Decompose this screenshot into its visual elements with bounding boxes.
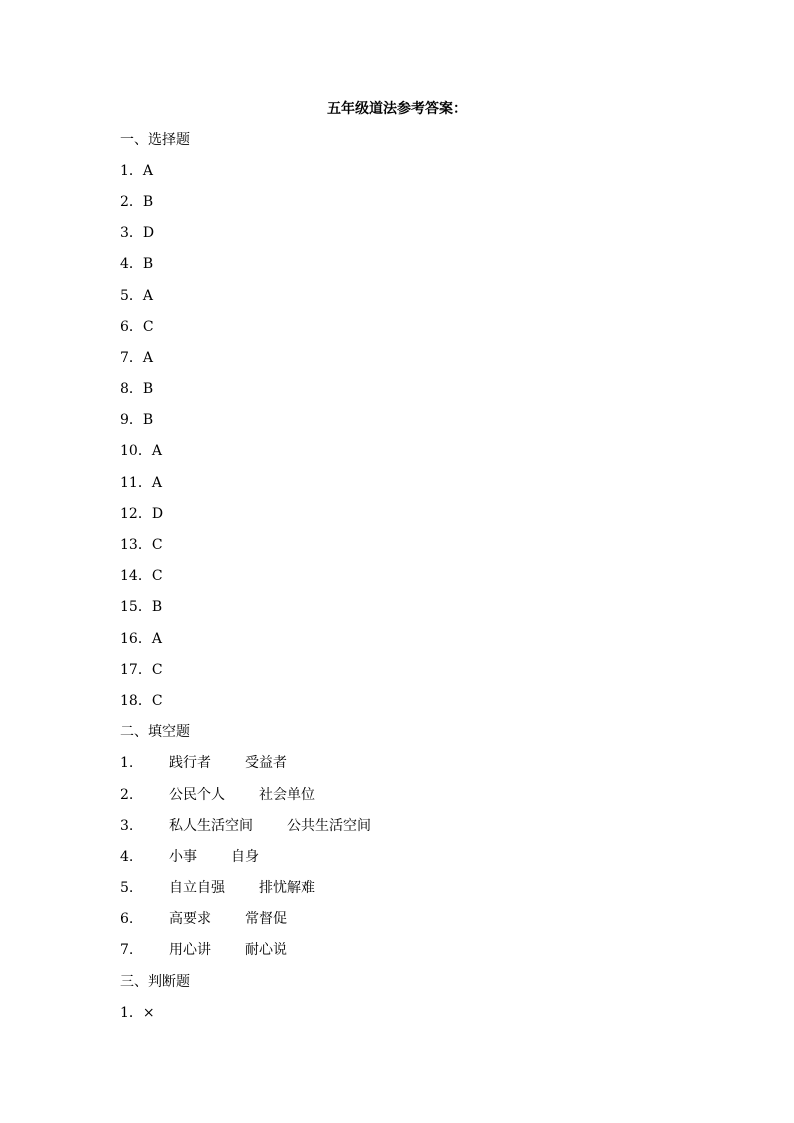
- fill-answer-row: [120, 748, 680, 779]
- choice-answer-row: [120, 623, 680, 654]
- fill-answer-row: [120, 935, 680, 966]
- answer-value: 社会单位: [259, 786, 315, 803]
- answer-value: ×: [142, 1004, 155, 1021]
- question-number: 10．: [120, 443, 152, 460]
- answer-value: 常督促: [245, 911, 287, 928]
- choice-answer-row: [120, 561, 680, 592]
- answer-value: C: [151, 537, 163, 554]
- choice-answer-row: [120, 280, 680, 311]
- choice-answer-row: [120, 342, 680, 373]
- answer-value: 自立自强: [169, 880, 225, 897]
- answer-value: A: [151, 443, 162, 460]
- choice-answer-row: [120, 467, 680, 498]
- choice-answer-list: [120, 155, 680, 716]
- question-number: 15．: [120, 599, 152, 616]
- answer-value: 耐心说: [245, 942, 287, 959]
- question-number: 6.: [120, 911, 134, 928]
- choice-answer-row: [120, 374, 680, 405]
- question-number: 6．: [120, 318, 143, 335]
- fill-answer-row: [120, 873, 680, 904]
- question-number: 18．: [120, 692, 152, 709]
- answer-value: 受益者: [245, 755, 287, 772]
- answer-value: D: [142, 225, 155, 242]
- choice-answer-row: [120, 186, 680, 217]
- question-number: 1．: [120, 1004, 143, 1021]
- question-number: 12．: [120, 505, 152, 522]
- fill-answer-row: [120, 841, 680, 872]
- choice-answer-row: [120, 592, 680, 623]
- answer-value: 高要求: [169, 911, 211, 928]
- answer-value: B: [142, 193, 154, 210]
- question-number: 9．: [120, 412, 143, 429]
- choice-answer-row: [120, 685, 680, 716]
- question-number: 13．: [120, 537, 152, 554]
- choice-answer-row: [120, 498, 680, 529]
- answer-value: 用心讲: [169, 942, 211, 959]
- choice-answer-row: [120, 249, 680, 280]
- question-number: 4.: [120, 848, 134, 865]
- question-number: 3．: [120, 225, 143, 242]
- question-number: 2.: [120, 786, 134, 803]
- question-number: 11．: [120, 474, 152, 491]
- question-number: 16．: [120, 630, 152, 647]
- section-heading-judge: 三、判断题: [120, 973, 190, 990]
- fill-answer-row: [120, 810, 680, 841]
- choice-answer-row: [120, 218, 680, 249]
- answer-value: 私人生活空间: [169, 817, 253, 834]
- choice-answer-row: [120, 436, 680, 467]
- answer-value: C: [151, 568, 163, 585]
- answer-value: A: [151, 474, 162, 491]
- choice-answer-row: [120, 155, 680, 186]
- answer-value: B: [151, 599, 163, 616]
- answer-value: C: [151, 692, 163, 709]
- choice-answer-row: [120, 529, 680, 560]
- question-number: 8．: [120, 381, 143, 398]
- answer-value: 自身: [231, 848, 259, 865]
- fill-answer-list: [120, 748, 680, 966]
- fill-answer-row: [120, 779, 680, 810]
- answer-value: 践行者: [169, 755, 211, 772]
- question-number: 4．: [120, 256, 143, 273]
- answer-value: D: [151, 505, 164, 522]
- section-heading-choice: 一、选择题: [120, 131, 190, 148]
- question-number: 5．: [120, 287, 143, 304]
- answer-value: A: [142, 287, 154, 304]
- choice-answer-row: [120, 311, 680, 342]
- question-number: 3.: [120, 817, 134, 834]
- judge-answer-row: [120, 997, 680, 1028]
- answer-content: [120, 124, 680, 1028]
- answer-value: 公共生活空间: [287, 817, 371, 834]
- answer-value: B: [142, 256, 154, 273]
- answer-value: C: [151, 661, 163, 678]
- question-number: 17．: [120, 661, 152, 678]
- answer-value: C: [142, 318, 154, 335]
- question-number: 1．: [120, 162, 143, 179]
- choice-answer-row: [120, 654, 680, 685]
- question-number: 2．: [120, 193, 143, 210]
- choice-answer-row: [120, 405, 680, 436]
- answer-value: B: [142, 381, 154, 398]
- section-heading-fill: 二、填空题: [120, 724, 190, 741]
- fill-answer-row: [120, 904, 680, 935]
- question-number: 1.: [120, 755, 134, 772]
- page-title: 五年级道法参考答案：: [327, 101, 467, 117]
- answer-value: B: [142, 412, 154, 429]
- question-number: 7.: [120, 942, 134, 959]
- answer-value: 公民个人: [169, 786, 225, 803]
- judge-answer-list: [120, 997, 680, 1028]
- question-number: 7．: [120, 349, 143, 366]
- answer-value: A: [151, 630, 162, 647]
- question-number: 14．: [120, 568, 152, 585]
- answer-value: A: [142, 162, 154, 179]
- answer-value: 小事: [169, 848, 197, 865]
- question-number: 5.: [120, 880, 134, 897]
- answer-value: 排忧解难: [259, 880, 315, 897]
- answer-value: A: [142, 349, 154, 366]
